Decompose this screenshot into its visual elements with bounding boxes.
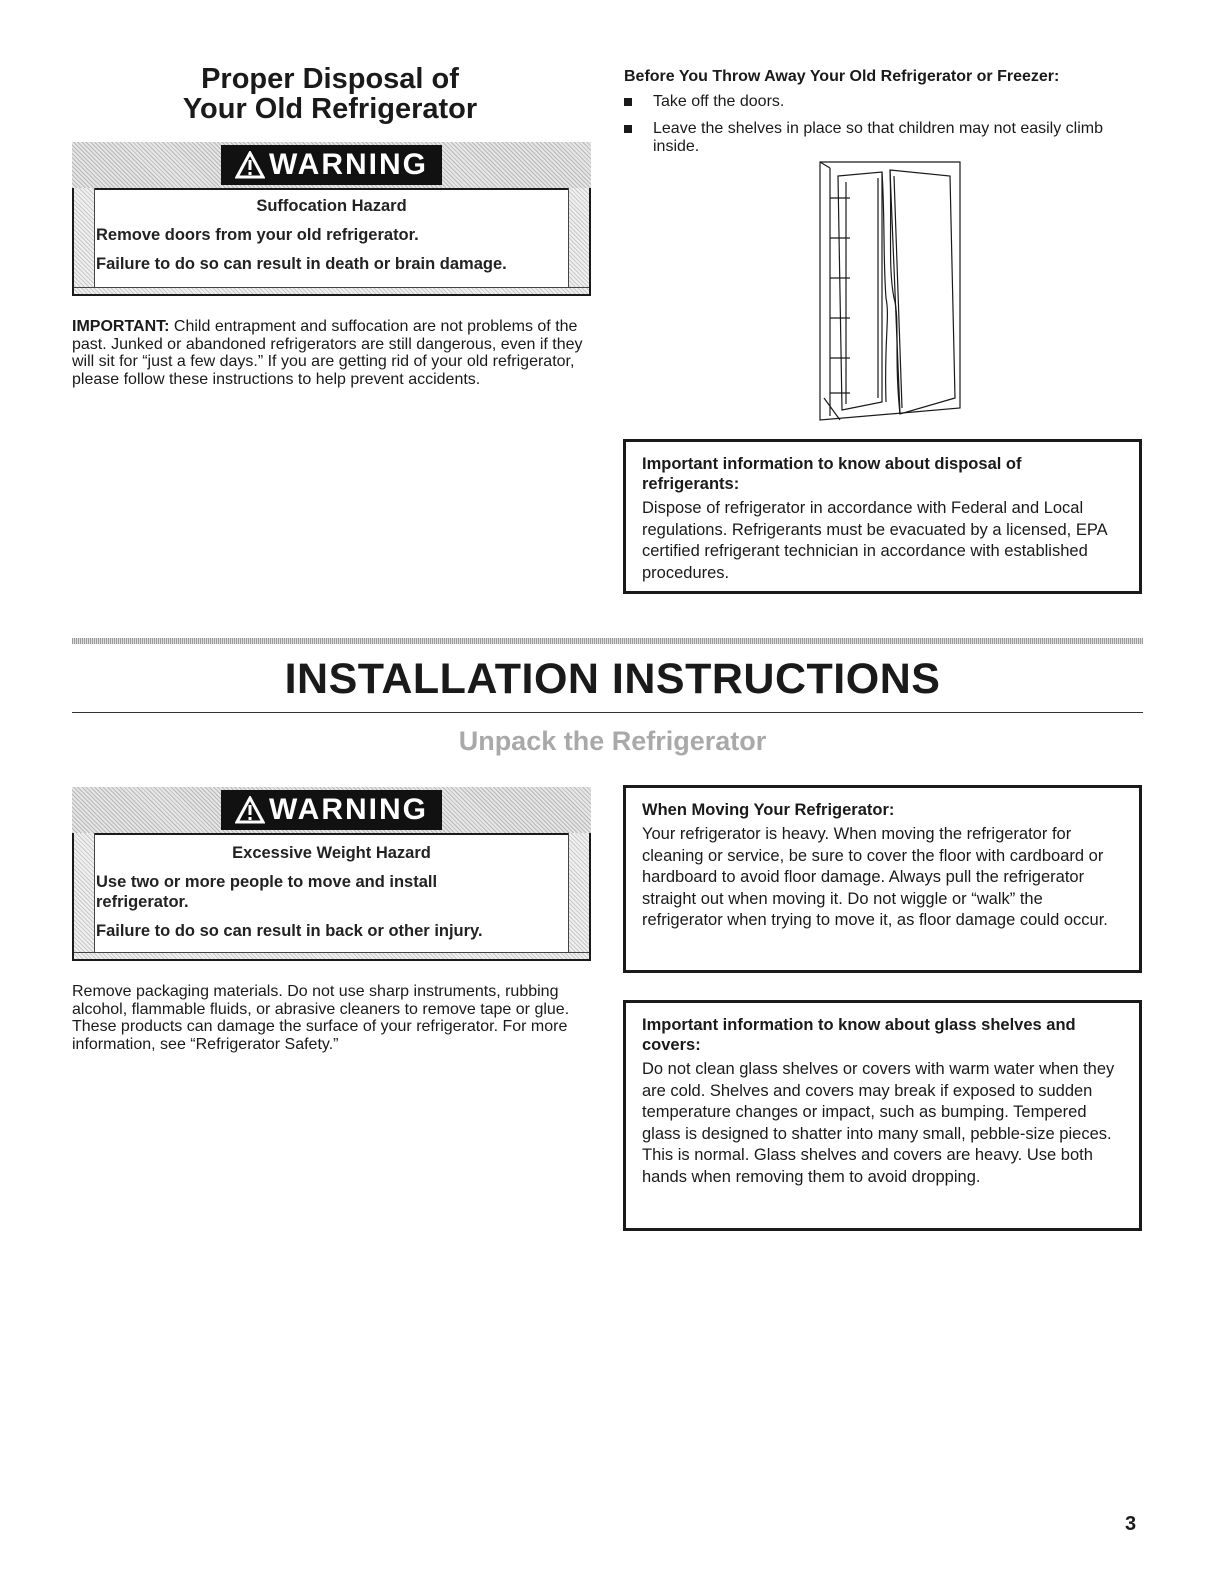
warning-text: WARNING — [269, 148, 428, 181]
warning-hatch-bottom — [74, 952, 589, 959]
suffocation-warning-box — [72, 142, 591, 296]
square-bullet-icon — [624, 125, 632, 133]
warning-text: WARNING — [269, 793, 428, 826]
weight-warning-box — [72, 787, 591, 961]
square-bullet-icon — [624, 98, 632, 106]
title-rule — [72, 712, 1143, 713]
disposal-title-line1: Proper Disposal of — [201, 63, 459, 95]
warning-hatch-bottom — [74, 287, 589, 294]
disposal-title-line2: Your Old Refrigerator — [182, 93, 478, 125]
refrigerants-text: Dispose of refrigerator in accordance with Federal and Local regulations. Refrigerants must be evacuated by a licensed, EPA certified refrigerant technician in accordance with established procedures. — [642, 499, 1107, 582]
list-item-text: Take off the doors. — [653, 93, 785, 110]
list-item — [620, 93, 1120, 111]
warning-body — [96, 196, 567, 283]
unpack-subtitle: Unpack the Refrigerator — [458, 726, 767, 756]
before-throw-list — [620, 93, 1120, 165]
warning-hatch-right — [568, 833, 589, 959]
moving-info-box — [623, 785, 1142, 973]
warning-triangle-icon — [235, 796, 265, 824]
warning-triangle-icon — [235, 151, 265, 179]
warning-line: Failure to do so can result in back or other injury. — [96, 922, 483, 940]
glass-heading: Important information to know about glass shelves and covers: — [642, 1016, 1076, 1054]
important-label: IMPORTANT: — [72, 318, 170, 335]
page-number: 3 — [1125, 1513, 1137, 1535]
moving-text: Your refrigerator is heavy. When moving the refrigerator for cleaning or service, be sure to cover the floor with cardboard or hardboard to avoid floor damage. Always pull the refrigerator straight out when moving it. Do not wiggle or “walk” the refrigerator when trying to move it, as floor damage could occur. — [642, 825, 1108, 929]
glass-text: Do not clean glass shelves or covers with warm water when they are cold. Shelves and covers may break if exposed to sudden temperature changes or impact, such as bumping. Tempered glass is designed to shatter into many small, pebble-size pieces. This is normal. Glass shelves and covers are heavy. Use both hands when removing them to avoid dropping. — [642, 1060, 1115, 1186]
warning-line: Remove doors from your old refrigerator. — [96, 226, 419, 244]
warning-line: Use two or more people to move and install refrigerator. — [96, 873, 438, 911]
warning-banner — [72, 787, 591, 835]
list-item — [620, 120, 1120, 156]
moving-heading: When Moving Your Refrigerator: — [642, 801, 895, 819]
list-item-text: Leave the shelves in place so that children may not easily climb inside. — [653, 120, 1104, 155]
warning-banner — [72, 142, 591, 190]
disposal-title — [70, 64, 590, 124]
before-throw-heading: Before You Throw Away Your Old Refrigerator or Freezer: — [624, 68, 1060, 85]
remove-packaging-paragraph: Remove packaging materials. Do not use sharp instruments, rubbing alcohol, flammable fluids, or abrasive cleaners to remove tape or glue. These products can damage the surface of your refrigerator. For more information, see “Refrigerator Safety.” — [72, 983, 570, 1053]
refrigerants-heading: Important information to know about disposal of refrigerants: — [642, 455, 1022, 493]
warning-hatch-left — [74, 833, 95, 959]
refrigerator-doors-removed-illustration — [790, 158, 970, 428]
warning-body — [96, 843, 567, 950]
important-paragraph — [72, 318, 590, 388]
refrigerants-info-box — [623, 439, 1142, 594]
hazard-title: Excessive Weight Hazard — [232, 844, 431, 862]
warning-hatch-left — [74, 188, 95, 294]
warning-line: Failure to do so can result in death or brain damage. — [96, 255, 507, 273]
important-text: Child entrapment and suffocation are not problems of the past. Junked or abandoned refrigerators are still dangerous, even if they will sit for “just a few days.” If you are getting rid of your old refrigerator, please follow these instructions to help prevent accidents. — [72, 318, 583, 388]
installation-title: INSTALLATION INSTRUCTIONS — [284, 655, 941, 703]
warning-label — [221, 145, 442, 185]
warning-hatch-right — [568, 188, 589, 294]
dotted-divider — [72, 638, 1143, 644]
hazard-title: Suffocation Hazard — [256, 197, 407, 215]
glass-shelves-info-box — [623, 1000, 1142, 1231]
warning-label — [221, 790, 442, 830]
